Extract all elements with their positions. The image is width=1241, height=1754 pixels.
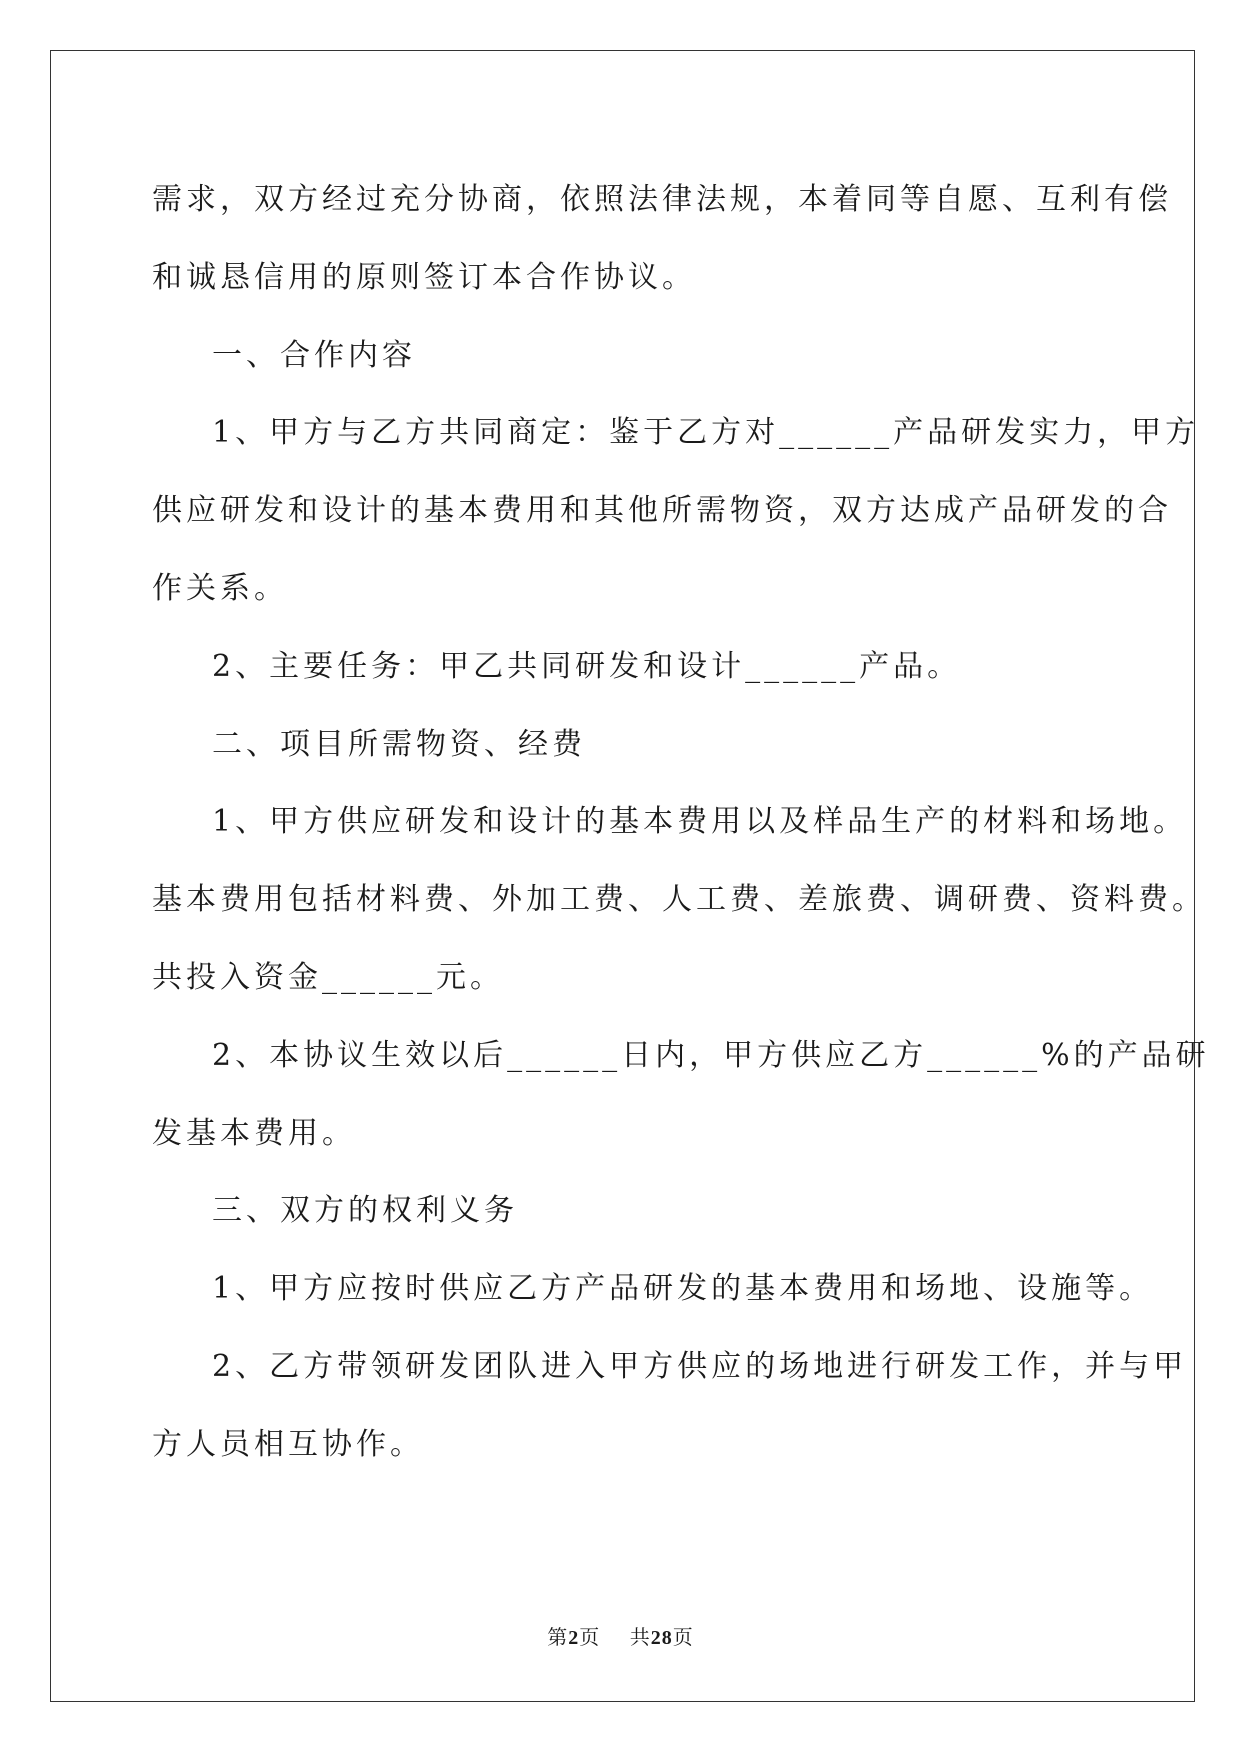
section-heading: 一、合作内容 [212,337,416,373]
paragraph-line: 1、甲方供应研发和设计的基本费用以及样品生产的材料和场地。 [212,804,1188,840]
page-footer [0,1625,1241,1650]
paragraph-line: 和诚恳信用的原则签订本合作协议。 [152,259,696,295]
paragraph-line: 2、主要任务：甲乙共同研发和设计______产品。 [212,648,962,684]
section-heading: 二、项目所需物资、经费 [212,726,586,762]
paragraph-line: 共投入资金______元。 [152,959,504,995]
section-heading: 三、双方的权利义务 [212,1193,518,1229]
footer-page-number: 2 [568,1627,580,1649]
paragraph-line: 方人员相互协作。 [152,1426,424,1462]
paragraph-line: 基本费用包括材料费、外加工费、人工费、差旅费、调研费、资料费。 [152,882,1206,918]
paragraph-line: 发基本费用。 [152,1115,356,1151]
footer-page-prefix: 第 [547,1625,569,1649]
document-body [152,161,1210,1484]
paragraph-line: 1、甲方应按时供应乙方产品研发的基本费用和场地、设施等。 [212,1271,1154,1307]
paragraph-line: 1、甲方与乙方共同商定：鉴于乙方对______产品研发实力，甲方 [212,415,1200,451]
footer-total-suffix: 页 [672,1625,694,1649]
paragraph-line: 2、乙方带领研发团队进入甲方供应的场地进行研发工作，并与甲 [212,1348,1188,1384]
footer-total-pages: 28 [650,1627,673,1649]
footer-page-suffix: 页 [579,1625,601,1649]
paragraph-line: 作关系。 [152,570,288,606]
paragraph-line: 供应研发和设计的基本费用和其他所需物资，双方达成产品研发的合 [152,493,1172,529]
paragraph-line: 2、本协议生效以后______日内，甲方供应乙方______%的产品研 [212,1037,1210,1073]
paragraph-line: 需求，双方经过充分协商，依照法律法规，本着同等自愿、互利有偿 [152,182,1172,217]
footer-total-prefix: 共 [629,1625,651,1649]
